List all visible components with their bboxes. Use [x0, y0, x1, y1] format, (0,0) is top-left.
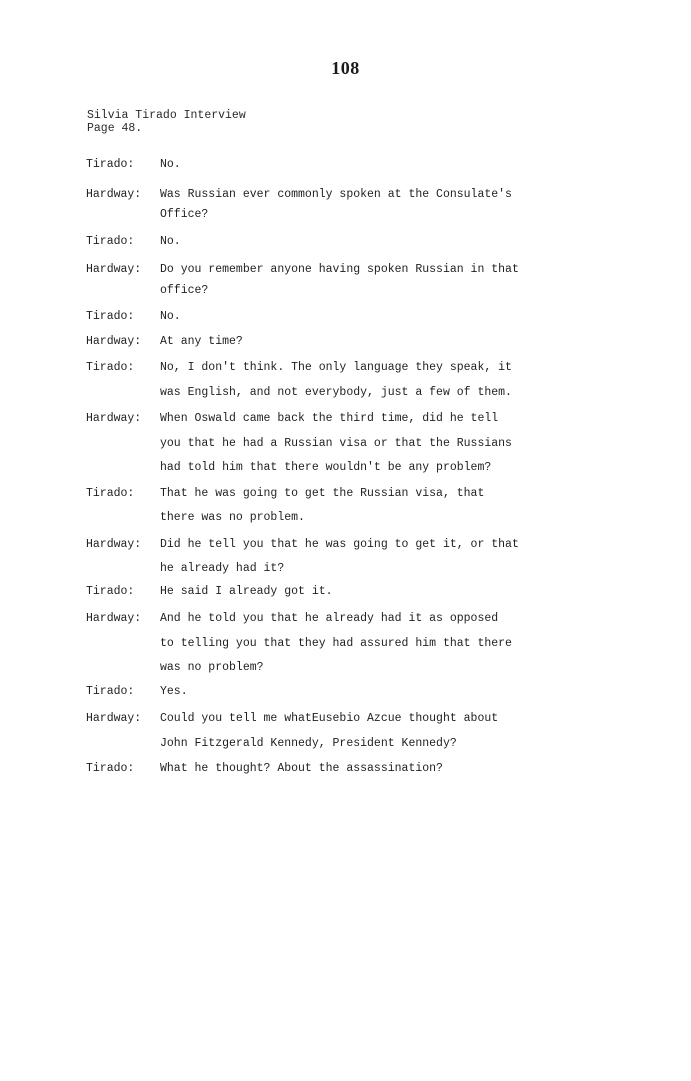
- dialogue-line: No.: [160, 310, 181, 323]
- speaker-label: Hardway:: [86, 335, 142, 348]
- speaker-label: Hardway:: [86, 612, 142, 625]
- speaker-label: Tirado:: [86, 685, 135, 698]
- speaker-label: Hardway:: [86, 538, 142, 551]
- speaker-label: Hardway:: [86, 263, 142, 276]
- interview-page-label: Page 48.: [87, 122, 143, 135]
- speaker-label: Tirado:: [86, 487, 135, 500]
- speaker-label: Hardway:: [86, 712, 142, 725]
- dialogue-line: Was Russian ever commonly spoken at the Consulate's: [160, 188, 512, 201]
- dialogue-line: He said I already got it.: [160, 585, 333, 598]
- dialogue-line: No, I don't think. The only language they speak, it: [160, 361, 512, 374]
- dialogue-line: to telling you that they had assured him that there: [160, 637, 512, 650]
- speaker-label: Hardway:: [86, 412, 142, 425]
- interview-title: Silvia Tirado Interview: [87, 109, 246, 122]
- dialogue-line: No.: [160, 158, 181, 171]
- dialogue-line: That he was going to get the Russian visa, that: [160, 487, 485, 500]
- speaker-label: Tirado:: [86, 310, 135, 323]
- dialogue-line: Do you remember anyone having spoken Russian in that: [160, 263, 519, 276]
- page-number: 108: [331, 58, 360, 78]
- dialogue-line: was no problem?: [160, 661, 264, 674]
- dialogue-line: And he told you that he already had it as opposed: [160, 612, 499, 625]
- dialogue-line: office?: [160, 284, 209, 297]
- dialogue-line: John Fitzgerald Kennedy, President Kennedy?: [160, 737, 457, 750]
- dialogue-line: No.: [160, 235, 181, 248]
- dialogue-line: there was no problem.: [160, 511, 305, 524]
- dialogue-line: Did he tell you that he was going to get it, or that: [160, 538, 519, 551]
- dialogue-line: Office?: [160, 208, 209, 221]
- speaker-label: Hardway:: [86, 188, 142, 201]
- dialogue-line: Could you tell me whatEusebio Azcue thought about: [160, 712, 499, 725]
- dialogue-line: was English, and not everybody, just a few of them.: [160, 386, 512, 399]
- dialogue-line: At any time?: [160, 335, 243, 348]
- dialogue-line: had told him that there wouldn't be any problem?: [160, 461, 492, 474]
- dialogue-line: Yes.: [160, 685, 188, 698]
- dialogue-line: When Oswald came back the third time, did he tell: [160, 412, 499, 425]
- speaker-label: Tirado:: [86, 361, 135, 374]
- dialogue-line: What he thought? About the assassination?: [160, 762, 443, 775]
- speaker-label: Tirado:: [86, 762, 135, 775]
- speaker-label: Tirado:: [86, 158, 135, 171]
- dialogue-line: you that he had a Russian visa or that the Russians: [160, 437, 512, 450]
- speaker-label: Tirado:: [86, 585, 135, 598]
- speaker-label: Tirado:: [86, 235, 135, 248]
- dialogue-line: he already had it?: [160, 562, 285, 575]
